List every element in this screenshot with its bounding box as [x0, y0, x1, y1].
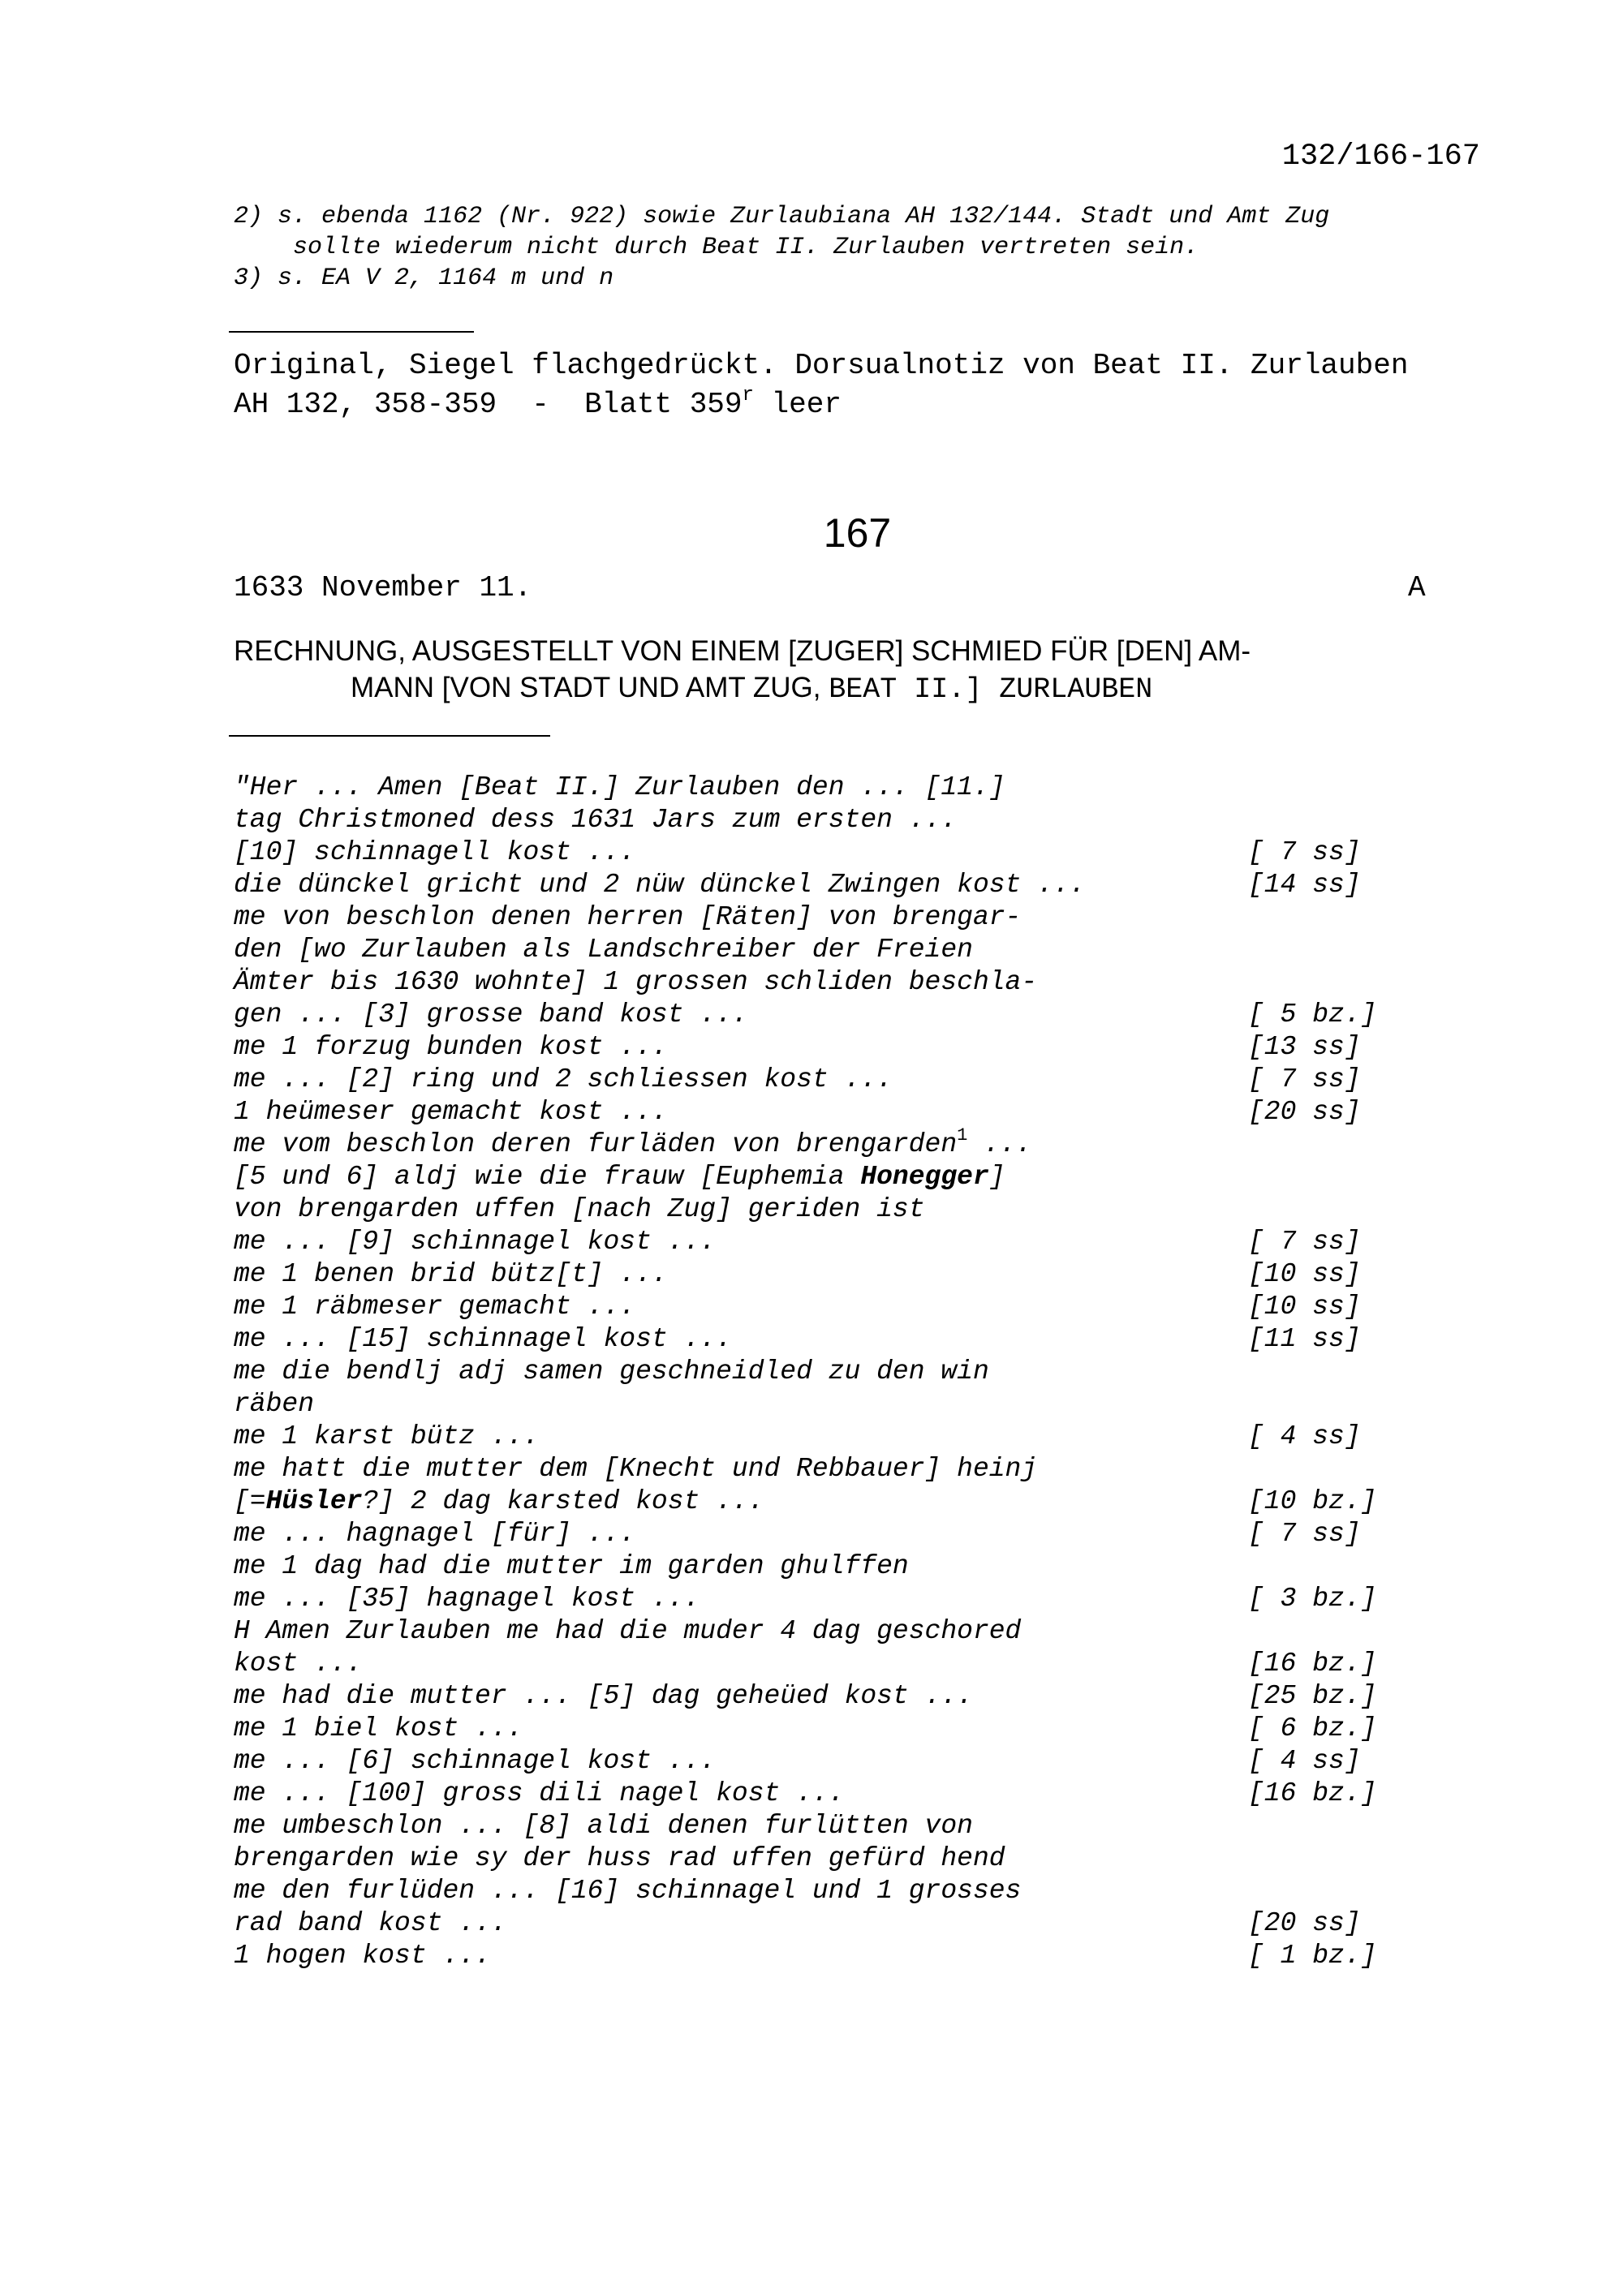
entry-text [234, 1616, 1021, 1646]
title-text: BEAT II.] ZURLAUBEN [829, 673, 1153, 706]
account-entry [234, 1389, 1402, 1421]
entry-text-part: räben [234, 1389, 315, 1419]
account-entry [234, 1324, 1402, 1357]
entry-text-part: me 1 karst bütz ... [234, 1421, 540, 1451]
account-entry [234, 1616, 1402, 1649]
source-note-text: leer [753, 388, 842, 421]
account-entry [234, 1843, 1402, 1876]
entry-text [234, 1778, 845, 1808]
entry-text-part: ... [967, 1129, 1032, 1159]
account-entry [234, 1454, 1402, 1486]
footnote-divider [229, 331, 474, 333]
account-entry [234, 1032, 1402, 1064]
entry-text-part: me vom beschlon deren furläden von brengarden [234, 1129, 958, 1159]
entry-amount: [ 7 ss] [1248, 1227, 1361, 1257]
entry-amount: [14 ss] [1248, 870, 1361, 900]
entry-text-part: kost ... [234, 1649, 363, 1679]
account-entry [234, 1227, 1402, 1259]
footnote-text: s. EA V 2, 1164 m und n [278, 264, 614, 292]
entry-text [234, 1000, 748, 1030]
entry-text-part: me 1 benen brid bütz[t] ... [234, 1259, 668, 1289]
entry-text-part: me die bendlj adj samen geschneidled zu den win [234, 1357, 989, 1387]
account-entry [234, 1097, 1402, 1129]
entry-text [234, 1125, 1032, 1159]
entry-text-part: me 1 dag had die mutter im garden ghulffen [234, 1551, 909, 1581]
entry-text-part: me hatt die mutter dem [Knecht und Rebbauer] heinj [234, 1454, 1038, 1484]
entry-text-part: me den furlüden ... [16] schinnagel und 1 grosses [234, 1876, 1022, 1906]
account-entry [234, 1811, 1402, 1843]
entry-text [234, 1941, 491, 1971]
entry-text [234, 772, 1005, 802]
account-entry [234, 1876, 1402, 1908]
account-entry [234, 870, 1402, 902]
entry-text-part: [5 und 6] aldj wie die frauw [Euphemia [234, 1162, 861, 1192]
entry-text [234, 1064, 893, 1094]
title-divider [229, 735, 550, 737]
entry-text [234, 967, 1037, 997]
entry-text-part: Ämter bis 1630 wohnte] 1 grossen schliden beschla- [234, 967, 1038, 997]
account-entry [234, 1292, 1402, 1324]
entry-text-part: [= [234, 1486, 266, 1516]
entry-amount: [10 ss] [1248, 1259, 1361, 1289]
page-reference: 132/166-167 [1281, 140, 1480, 174]
account-entry [234, 902, 1402, 935]
entry-text-part: ?] 2 dag karsted kost ... [362, 1486, 764, 1516]
entry-text-part: me ... [2] ring und 2 schliessen kost ... [234, 1064, 893, 1094]
entry-amount: [16 bz.] [1248, 1649, 1377, 1679]
account-entry [234, 837, 1402, 870]
entry-text [234, 1649, 362, 1679]
entry-text-part: me 1 biel kost ... [234, 1713, 523, 1743]
entry-name-emphasis: Hüsler [265, 1486, 363, 1516]
entry-name-emphasis: Honegger [860, 1162, 989, 1192]
entry-text-part: me ... hagnagel [für] ... [234, 1519, 636, 1549]
entry-amount: [ 7 ss] [1248, 837, 1361, 867]
entry-amount: [13 ss] [1248, 1032, 1361, 1062]
footnote-marker: 1 [957, 1125, 968, 1146]
entry-text-part: die dünckel gricht und 2 nüw dünckel Zwingen kost ... [234, 870, 1086, 900]
account-entry [234, 805, 1402, 837]
entry-text [234, 1551, 909, 1581]
entry-text-part: ] [988, 1162, 1005, 1192]
entry-amount: [ 7 ss] [1248, 1064, 1361, 1094]
entry-amount: [25 bz.] [1248, 1681, 1377, 1711]
entry-text [234, 1032, 668, 1062]
entry-amount: [20 ss] [1248, 1097, 1361, 1127]
account-entry [234, 1259, 1402, 1292]
entry-text [234, 1876, 1021, 1906]
entry-amount: [ 5 bz.] [1248, 1000, 1377, 1030]
account-entry [234, 1941, 1402, 1973]
entry-text [234, 1194, 925, 1224]
entry-text-part: "Her ... Amen [Beat II.] Zurlauben den ... [11.] [234, 772, 1005, 802]
entry-text [234, 1584, 700, 1614]
entry-text [234, 1162, 1005, 1192]
account-entry [234, 1194, 1402, 1227]
account-entry [234, 1125, 1402, 1162]
account-entry [234, 1162, 1402, 1194]
entry-text [234, 1357, 989, 1387]
entry-text-part: [10] schinnagell kost ... [234, 837, 636, 867]
footnote-number: 3) [234, 264, 264, 292]
entry-text [234, 1486, 764, 1516]
entry-text [234, 1811, 973, 1841]
account-entry [234, 1000, 1402, 1032]
entry-amount: [ 7 ss] [1248, 1519, 1361, 1549]
entry-text [234, 1746, 716, 1776]
entry-text-part: tag Christmoned dess 1631 Jars zum ersten ... [234, 805, 958, 835]
entry-text-part: me had die mutter ... [5] dag geheüed kost ... [234, 1681, 973, 1711]
entry-amount: [10 bz.] [1248, 1486, 1377, 1516]
entry-text-part: brengarden wie sy der huss rad uffen gefürd hend [234, 1843, 1005, 1873]
entry-text [234, 935, 973, 965]
account-entry [234, 1908, 1402, 1941]
entry-amount: [ 3 bz.] [1248, 1584, 1377, 1614]
entry-text-part: rad band kost ... [234, 1908, 507, 1938]
entry-text [234, 1292, 635, 1322]
entry-text [234, 1421, 539, 1451]
entry-text [234, 805, 957, 835]
footnote-2 [234, 203, 1483, 230]
entry-text-part: me ... [9] schinnagel kost ... [234, 1227, 717, 1257]
entry-text [234, 1097, 668, 1127]
entry-text-part: 1 heümeser gemacht kost ... [234, 1097, 668, 1127]
entry-text [234, 1227, 716, 1257]
document-title-line-1: RECHNUNG, AUSGESTELLT VON EINEM [ZUGER] SCHMIED FÜR [DEN] AM- [234, 635, 1251, 667]
entry-text [234, 1259, 668, 1289]
source-note-line-1: Original, Siegel flachgedrückt. Dorsualnotiz von Beat II. Zurlauben [234, 349, 1409, 382]
entry-amount: [10 ss] [1248, 1292, 1361, 1322]
entry-amount: [ 6 bz.] [1248, 1713, 1377, 1743]
entry-text-part: me 1 räbmeser gemacht ... [234, 1292, 636, 1322]
account-entry [234, 1064, 1402, 1097]
entry-text [234, 1843, 1005, 1873]
entry-text-part: me ... [15] schinnagel kost ... [234, 1324, 732, 1354]
entry-text [234, 1713, 523, 1743]
footnote-number: 2) [234, 203, 264, 230]
entry-text-part: von brengarden uffen [nach Zug] geriden ist [234, 1194, 925, 1224]
entry-text [234, 1324, 732, 1354]
account-entry [234, 1649, 1402, 1681]
document-code: A [1408, 571, 1426, 604]
document-title-line-2 [351, 672, 1152, 706]
entry-amount: [20 ss] [1248, 1908, 1361, 1938]
account-entry [234, 1421, 1402, 1454]
account-entries [234, 772, 1402, 1973]
account-entry [234, 935, 1402, 967]
source-note-text: AH 132, 358-359 - Blatt 359 [234, 388, 743, 421]
entry-text-part: me umbeschlon ... [8] aldi denen furlütten von [234, 1811, 973, 1841]
account-entry [234, 1681, 1402, 1713]
account-entry [234, 1778, 1402, 1811]
entry-text-part: H Amen Zurlauben me had die muder 4 dag geschored [234, 1616, 1022, 1646]
entry-text [234, 1454, 1037, 1484]
footnote-3 [234, 264, 1483, 292]
title-text: MANN [VON STADT UND AMT ZUG, [351, 672, 829, 703]
footnote-text: s. ebenda 1162 (Nr. 922) sowie Zurlaubiana AH 132/144. Stadt und Amt Zug [278, 203, 1330, 230]
footnote-2-continued: sollte wiederum nicht durch Beat II. Zurlauben vertreten sein. [293, 234, 1199, 261]
source-note-line-2 [234, 385, 842, 421]
entry-text-part: 1 hogen kost ... [234, 1941, 491, 1971]
entry-amount: [ 1 bz.] [1248, 1941, 1377, 1971]
entry-amount: [ 4 ss] [1248, 1421, 1361, 1451]
entry-text [234, 902, 1021, 932]
account-entry [234, 1357, 1402, 1389]
account-entry [234, 1519, 1402, 1551]
entry-text-part: gen ... [3] grosse band kost ... [234, 1000, 748, 1030]
account-entry [234, 1486, 1402, 1519]
account-entry [234, 1551, 1402, 1584]
account-entry [234, 1746, 1402, 1778]
entry-amount: [ 4 ss] [1248, 1746, 1361, 1776]
account-entry [234, 1584, 1402, 1616]
entry-text [234, 870, 1086, 900]
superscript: r [742, 385, 754, 406]
document-number: 167 [823, 510, 892, 556]
entry-amount: [16 bz.] [1248, 1778, 1377, 1808]
entry-text-part: me 1 forzug bunden kost ... [234, 1032, 668, 1062]
entry-text [234, 837, 635, 867]
entry-text-part: me ... [35] hagnagel kost ... [234, 1584, 700, 1614]
entry-text-part: me ... [6] schinnagel kost ... [234, 1746, 717, 1776]
entry-text [234, 1519, 635, 1549]
entry-text-part: me von beschlon denen herren [Räten] von brengar- [234, 902, 1022, 932]
entry-amount: [11 ss] [1248, 1324, 1361, 1354]
entry-text [234, 1389, 314, 1419]
account-entry [234, 967, 1402, 1000]
entry-text-part: den [wo Zurlauben als Landschreiber der Freien [234, 935, 973, 965]
account-entry [234, 1713, 1402, 1746]
document-date: 1633 November 11. [234, 571, 532, 604]
entry-text [234, 1908, 507, 1938]
account-entry [234, 772, 1402, 805]
entry-text [234, 1681, 973, 1711]
entry-text-part: me ... [100] gross dili nagel kost ... [234, 1778, 845, 1808]
